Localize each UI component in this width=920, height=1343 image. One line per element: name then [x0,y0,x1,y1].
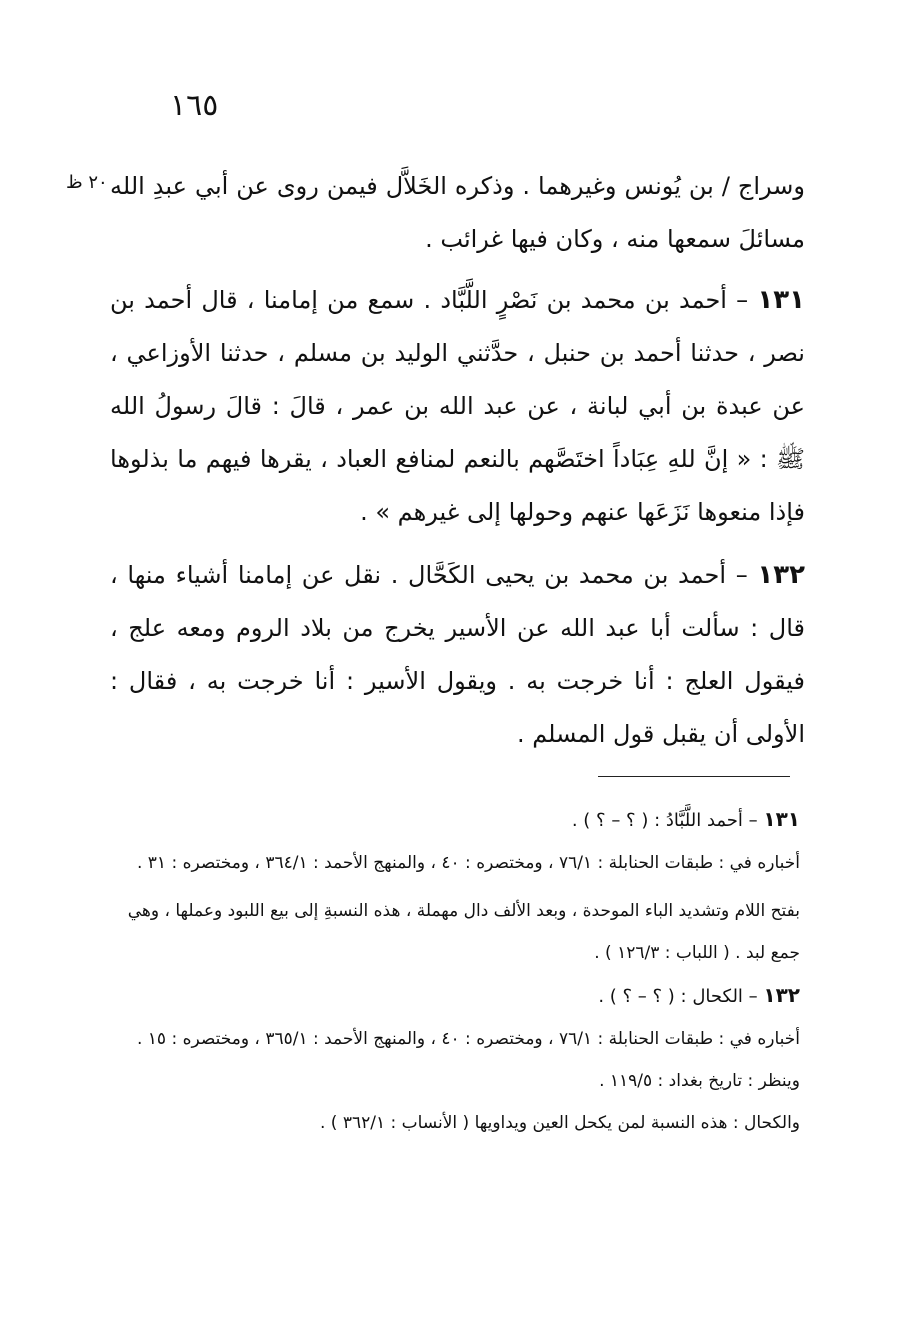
entry-number: ١٣١ [757,285,805,315]
entry-131 [110,274,805,539]
entry-number: ١٣٢ [757,560,805,590]
entry-132 [110,549,805,761]
intro-paragraph: وسراج / بن يُونس وغيرهما . وذكره الخَلاَّل فيمن روى عن أبي عبدِ الله مسائلَ سمعها منه ، وكان فيها غرائب . [110,172,805,253]
footnote-number: ١٣١ [763,807,800,831]
entry-text: أحمد بن محمد بن يحيى الكَحَّال . نقل عن إمامنا أشياء منها ، قال : سألت أبا عبد الله عن الأسير يخرج من بلاد الروم ومعه علج ، فيقول العلج : أنا خرجت به . ويقول الأسير : أنا خرجت به ، فقال : الأولى أن يقبل قول المسلم . [110,561,805,748]
footnote-132-sources: أخباره في : طبقات الحنابلة : ٧٦/١ ، ومختصره : ٤٠ ، والمنهج الأحمد : ٣٦٥/١ ، ومختصره : ١٥ . [136,1029,800,1049]
page-number: ١٦٥ [170,88,219,123]
footnote-131-note: بفتح اللام وتشديد الباء الموحدة ، وبعد الألف دال مهملة ، هذه النسبةِ إلى بيع اللبود وعملها ، وهي جمع لبد . ( اللباب : ١٢٦/٣ ) . [127,901,800,963]
footnote-131-sources: أخباره في : طبقات الحنابلة : ٧٦/١ ، ومختصره : ٤٠ ، والمنهج الأحمد : ٣٦٤/١ ، ومختصره : ٣١ . [136,853,800,873]
footnote-132-head [110,974,800,1018]
entry-dash: – [726,561,758,589]
footnote-divider [598,776,790,777]
footnotes [110,798,800,1144]
entry-text: أحمد بن محمد بن نَصْرٍ اللَّبَّاد . سمع من إمامنا ، قال أحمد بن نصر ، حدثنا أحمد بن حنبل ، حدَّثني الوليد بن مسلم ، حدثنا الأوزاعي ، عن عبدة بن أبي لبانة ، عن عبد الله بن عمر ، قالَ : قالَ رسولُ الله ﷺ : « إنَّ للهِ عِبَاداً اختَصَّهم بالنعم لمنافع العباد ، يقرها فيهم ما بذلوها فإذا منعوها نَزَعَها عنهم وحولها إلى غيرهم » . [110,286,805,526]
footnote-132-note: والكحال : هذه النسبة لمن يكحل العين ويداويها ( الأنساب : ٣٦٢/١ ) . [319,1113,800,1133]
footnote-131-head [110,798,800,842]
main-text [110,160,805,771]
footnote-132-see-also: وينظر : تاريخ بغداد : ١١٩/٥ . [599,1071,800,1091]
footnote-number: ١٣٢ [763,983,800,1007]
footnote-head-text: – أحمد اللَّبَّادُ : ( ؟ – ؟ ) . [571,810,764,831]
margin-note: ٢٠ ظ [66,172,108,193]
entry-dash: – [726,286,758,314]
footnote-head-text: – الكحال : ( ؟ – ؟ ) . [598,986,764,1007]
